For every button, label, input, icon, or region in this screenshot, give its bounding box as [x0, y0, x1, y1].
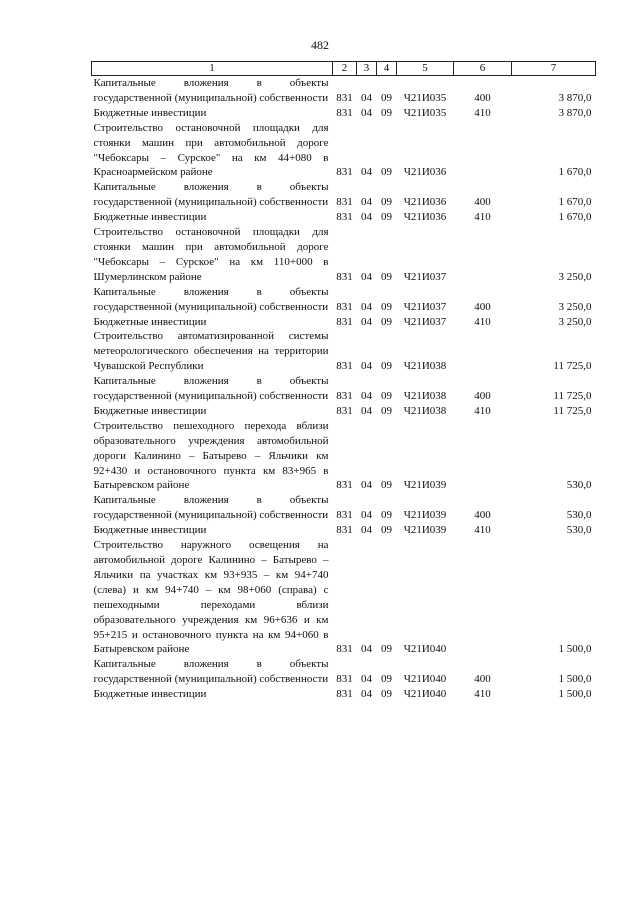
- row-section-cell: 04: [361, 270, 372, 283]
- row-amount-cell: 530,0: [566, 479, 592, 492]
- row-expense-type-cell: 400: [474, 196, 491, 209]
- row-name-cell: Капитальные вложения в объекты государственной (муниципальной) собственности: [93, 285, 329, 313]
- row-name-cell: Строительство автоматизированной системы метеорологического обеспечения на территории Чувашской Республики: [93, 330, 329, 373]
- row-amount-cell: 1 500,0: [558, 688, 592, 701]
- row-target-article-cell: Ч21И039: [403, 509, 447, 522]
- table-body: [92, 76, 596, 703]
- row-target-article-cell: Ч21И039: [403, 479, 447, 492]
- row-section-cell: 04: [361, 524, 372, 537]
- row-target-article-cell: Ч21И037: [403, 315, 447, 328]
- row-amount-cell: 3 870,0: [558, 91, 592, 104]
- row-amount-cell: 1 500,0: [558, 643, 592, 656]
- header-col-6: 6: [454, 62, 512, 76]
- table-row: [92, 687, 596, 702]
- row-amount-cell: 1 670,0: [558, 196, 592, 209]
- row-name-cell: Строительство пешеходного перехода вблизи образовательного учреждения автомобильной дороги Калинино – Батырево – Яльчики км 92+430 и остановочного пункта км 83+965 в Батыревском районе: [93, 419, 329, 492]
- page-number: 482: [311, 38, 329, 52]
- row-name-cell: Бюджетные инвестиции: [93, 524, 207, 537]
- row-admin-code-cell: 831: [336, 300, 353, 313]
- row-admin-code-cell: 831: [336, 390, 353, 403]
- row-subsection-cell: 09: [381, 643, 392, 656]
- row-amount-cell: 530,0: [566, 524, 592, 537]
- row-name-cell: Бюджетные инвестиции: [93, 404, 207, 417]
- row-subsection-cell: 09: [381, 479, 392, 492]
- row-expense-type-cell: 410: [474, 688, 491, 701]
- table-row: [92, 225, 596, 285]
- row-subsection-cell: 09: [381, 509, 392, 522]
- row-name-cell: Бюджетные инвестиции: [93, 106, 207, 119]
- header-row: [92, 62, 596, 76]
- table-header: [92, 62, 596, 76]
- row-expense-type-cell: 410: [474, 315, 491, 328]
- row-section-cell: 04: [361, 91, 372, 104]
- budget-table: [91, 61, 596, 702]
- row-name-cell: Строительство остановочной площадки для стоянки машин при автомобильной дороге "Чебоксары – Сурское" на км 110+000 в Шумерлинском районе: [93, 226, 329, 283]
- row-name-cell: Бюджетные инвестиции: [93, 688, 207, 701]
- row-section-cell: 04: [361, 390, 372, 403]
- row-subsection-cell: 09: [381, 673, 392, 686]
- row-subsection-cell: 09: [381, 524, 392, 537]
- row-section-cell: 04: [361, 509, 372, 522]
- row-subsection-cell: 09: [381, 106, 392, 119]
- row-amount-cell: 1 500,0: [558, 673, 592, 686]
- row-amount-cell: 3 250,0: [558, 315, 592, 328]
- row-admin-code-cell: 831: [336, 166, 353, 179]
- table-row: [92, 76, 596, 106]
- row-amount-cell: 1 670,0: [558, 211, 592, 224]
- header-col-4: 4: [377, 62, 397, 76]
- header-col-3: 3: [357, 62, 377, 76]
- row-expense-type-cell: 400: [474, 300, 491, 313]
- row-expense-type-cell: 400: [474, 390, 491, 403]
- row-admin-code-cell: 831: [336, 509, 353, 522]
- row-name-cell: Капитальные вложения в объекты государственной (муниципальной) собственности: [93, 77, 329, 104]
- row-target-article-cell: Ч21И040: [403, 688, 447, 701]
- row-name-cell: Бюджетные инвестиции: [93, 315, 207, 328]
- row-subsection-cell: 09: [381, 360, 392, 373]
- row-target-article-cell: Ч21И036: [403, 196, 447, 209]
- row-expense-type-cell: 410: [474, 211, 491, 224]
- row-admin-code-cell: 831: [336, 673, 353, 686]
- row-subsection-cell: 09: [381, 404, 392, 417]
- table-row: [92, 285, 596, 315]
- row-section-cell: 04: [361, 404, 372, 417]
- row-section-cell: 04: [361, 211, 372, 224]
- row-section-cell: 04: [361, 360, 372, 373]
- row-admin-code-cell: 831: [336, 643, 353, 656]
- row-amount-cell: 3 250,0: [558, 300, 592, 313]
- row-admin-code-cell: 831: [336, 404, 353, 417]
- row-section-cell: 04: [361, 315, 372, 328]
- row-amount-cell: 1 670,0: [558, 166, 592, 179]
- row-subsection-cell: 09: [381, 196, 392, 209]
- row-admin-code-cell: 831: [336, 688, 353, 701]
- row-section-cell: 04: [361, 479, 372, 492]
- row-target-article-cell: Ч21И038: [403, 404, 447, 417]
- row-admin-code-cell: 831: [336, 524, 353, 537]
- row-section-cell: 04: [361, 196, 372, 209]
- table-row: [92, 538, 596, 657]
- row-name-cell: Капитальные вложения в объекты государственной (муниципальной) собственности: [93, 375, 329, 403]
- row-admin-code-cell: 831: [336, 479, 353, 492]
- header-col-5: 5: [397, 62, 454, 76]
- row-section-cell: 04: [361, 643, 372, 656]
- row-expense-type-cell: [454, 538, 512, 657]
- row-expense-type-cell: 410: [474, 524, 491, 537]
- row-target-article-cell: Ч21И036: [403, 166, 447, 179]
- row-name-cell: Строительство остановочной площадки для стоянки машин при автомобильной дороге "Чебоксары – Сурское" на км 44+080 в Красноармейском районе: [93, 121, 329, 179]
- row-target-article-cell: Ч21И035: [403, 106, 447, 119]
- row-target-article-cell: Ч21И035: [403, 91, 447, 104]
- row-section-cell: 04: [361, 688, 372, 701]
- table-row: [92, 493, 596, 523]
- row-amount-cell: 3 250,0: [558, 270, 592, 283]
- table-row: [92, 374, 596, 404]
- header-col-7: 7: [512, 62, 596, 76]
- row-expense-type-cell: [454, 329, 512, 374]
- row-name-cell: Капитальные вложения в объекты государственной (муниципальной) собственности: [93, 658, 329, 686]
- table-row: [92, 657, 596, 687]
- row-amount-cell: 11 725,0: [553, 404, 592, 417]
- table-row: [92, 106, 596, 121]
- row-expense-type-cell: 400: [474, 673, 491, 686]
- row-subsection-cell: 09: [381, 270, 392, 283]
- table-row: [92, 210, 596, 225]
- row-name-cell: Бюджетные инвестиции: [93, 211, 207, 224]
- row-admin-code-cell: 831: [336, 196, 353, 209]
- row-subsection-cell: 09: [381, 211, 392, 224]
- row-admin-code-cell: 831: [336, 360, 353, 373]
- row-target-article-cell: Ч21И038: [403, 390, 447, 403]
- row-section-cell: 04: [361, 166, 372, 179]
- row-admin-code-cell: 831: [336, 211, 353, 224]
- table-row: [92, 419, 596, 494]
- table-row: [92, 329, 596, 374]
- row-name-cell: Строительство наружного освещения на автомобильной дороге Калинино – Батырево – Яльчики па участках км 93+935 – км 94+740 (слева) и км 94+740 – км 98+060 (справа) с пешеходными переходами вблизи образовательного учреждения км 96+636 и км 95+215 и остановочного пункта на км 94+060 в Батыревском районе: [93, 539, 329, 656]
- row-subsection-cell: 09: [381, 390, 392, 403]
- table-row: [92, 523, 596, 538]
- row-amount-cell: 11 725,0: [553, 390, 592, 403]
- row-target-article-cell: Ч21И040: [403, 643, 447, 656]
- row-expense-type-cell: 400: [474, 91, 491, 104]
- row-expense-type-cell: 400: [474, 509, 491, 522]
- row-target-article-cell: Ч21И037: [403, 300, 447, 313]
- row-subsection-cell: 09: [381, 688, 392, 701]
- row-target-article-cell: Ч21И039: [403, 524, 447, 537]
- row-expense-type-cell: [454, 121, 512, 181]
- row-expense-type-cell: [454, 419, 512, 494]
- row-expense-type-cell: 410: [474, 106, 491, 119]
- table-row: [92, 404, 596, 419]
- row-subsection-cell: 09: [381, 315, 392, 328]
- row-section-cell: 04: [361, 106, 372, 119]
- header-col-1: 1: [92, 62, 333, 76]
- table-row: [92, 121, 596, 181]
- row-amount-cell: 530,0: [566, 509, 592, 522]
- row-expense-type-cell: 410: [474, 404, 491, 417]
- table-row: [92, 315, 596, 330]
- row-subsection-cell: 09: [381, 166, 392, 179]
- header-col-2: 2: [333, 62, 357, 76]
- table-row: [92, 180, 596, 210]
- row-target-article-cell: Ч21И038: [403, 360, 447, 373]
- row-admin-code-cell: 831: [336, 270, 353, 283]
- row-target-article-cell: Ч21И036: [403, 211, 447, 224]
- row-name-cell: Капитальные вложения в объекты государственной (муниципальной) собственности: [93, 181, 329, 209]
- row-admin-code-cell: 831: [336, 106, 353, 119]
- row-amount-cell: 11 725,0: [553, 360, 592, 373]
- row-target-article-cell: Ч21И040: [403, 673, 447, 686]
- row-subsection-cell: 09: [381, 300, 392, 313]
- row-name-cell: Капитальные вложения в объекты государственной (муниципальной) собственности: [93, 494, 329, 522]
- row-subsection-cell: 09: [381, 91, 392, 104]
- row-admin-code-cell: 831: [336, 315, 353, 328]
- row-expense-type-cell: [454, 225, 512, 285]
- row-section-cell: 04: [361, 673, 372, 686]
- row-section-cell: 04: [361, 300, 372, 313]
- row-amount-cell: 3 870,0: [558, 106, 592, 119]
- row-admin-code-cell: 831: [336, 91, 353, 104]
- row-target-article-cell: Ч21И037: [403, 270, 447, 283]
